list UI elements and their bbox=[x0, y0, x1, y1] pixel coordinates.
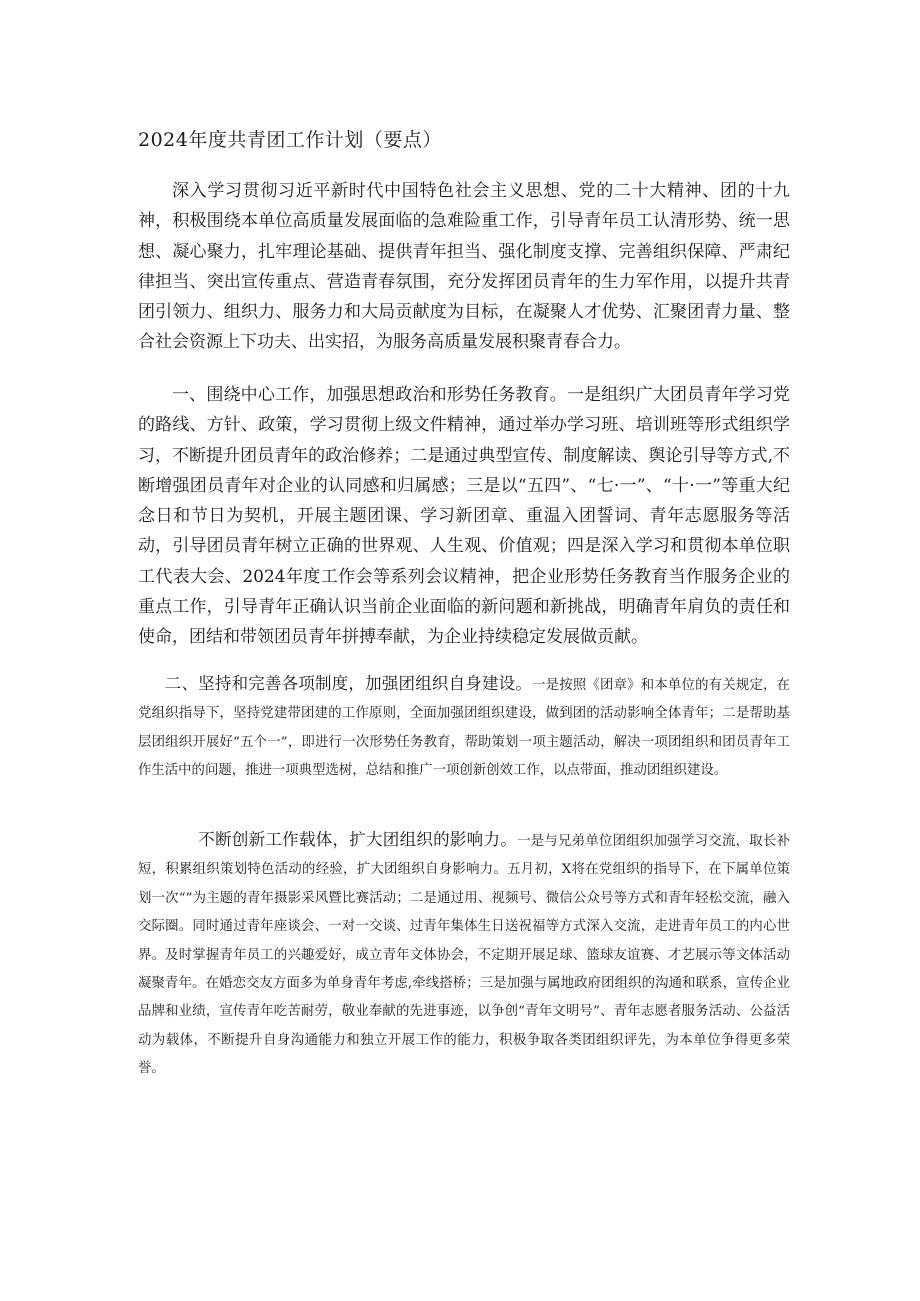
section-two-body: 一是按照《团章》和本单位的有关规定，在党组织指导下，坚持党建带团建的工作原则，全面加强团组织建设，做到团的活动影响全体青年；二是帮助基层团组织开展好“五个一”，即进行一次形势任务教育，帮助策划一项主题活动，解决一项团组织和团员青年工作生活中的问题，推进一项典型选树，总结和推广一项创新创效工作，以点带面，推动团组织建设。 bbox=[138, 678, 791, 779]
document-title: 2024年度共青团工作计划（要点） bbox=[138, 129, 442, 151]
paragraph-section-three bbox=[138, 826, 790, 1084]
paragraph-section-two bbox=[138, 670, 790, 786]
section-two-heading: 二、坚持和完善各项制度，加强团组织自身建设。 bbox=[164, 674, 533, 693]
section-three-body: 一是与兄弟单位团组织加强学习交流，取长补短，积累组织策划特色活动的经验，扩大团组织自身影响力。五月初，X将在党组织的指导下，在下属单位策划一次“”为主题的青年摄影采风暨比赛活动；二是通过用、视频号、微信公众号等方式和青年轻松交流，融入交际圈。同时通过青年座谈会、一对一交谈、过青年集体生日送祝福等方式深入交流，走进青年员工的内心世界。及时掌握青年员工的兴趣爱好，成立青年文体协会，不定期开展足球、篮球友谊赛、才艺展示等文体活动凝聚青年。在婚恋交友方面多为单身青年考虑,牵线搭桥；三是加强与属地政府团组织的沟通和联系，宣传企业品牌和业绩，宣传青年吃苦耐劳，敬业奉献的先进事迹，以争创“青年文明号”、青年志愿者服务活动、公益活动为载体，不断提升自身沟通能力和独立开展工作的能力，积极争取各类团组织评先，为本单位争得更多荣誉。 bbox=[138, 834, 791, 1077]
section-three-heading: 不断创新工作载体，扩大团组织的影响力。 bbox=[198, 830, 517, 849]
paragraph-section-one: 一、围绕中心工作，加强思想政治和形势任务教育。一是组织广大团员青年学习党的路线、方针、政策，学习贯彻上级文件精神，通过举办学习班、培训班等形式组织学习，不断提升团员青年的政治修养；二是通过典型宣传、制度解读、舆论引导等方式,不断增强团员青年对企业的认同感和归属感；三是以“五四”、“七·一”、“十·一”等重大纪念日和节日为契机，开展主题团课、学习新团章、重温入团誓词、青年志愿服务等活动，引导团员青年树立正确的世界观、人生观、价值观；四是深入学习和贯彻本单位职工代表大会、2024年度工作会等系列会议精神，把企业形势任务教育当作服务企业的重点工作，引导青年正确认识当前企业面临的新问题和新挑战，明确青年肩负的责任和使命，团结和带领团员青年拼搏奉献，为企业持续稳定发展做贡献。 bbox=[138, 385, 790, 648]
paragraph-intro: 深入学习贯彻习近平新时代中国特色社会主义思想、党的二十大精神、团的十九神，积极围绕本单位高质量发展面临的急难险重工作，引导青年员工认清形势、统一思想、凝心聚力，扎牢理论基础、提供青年担当、强化制度支撑、完善组织保障、严肃纪律担当、突出宣传重点、营造青春氛围，充分发挥团员青年的生力军作用，以提升共青团引领力、组织力、服务力和大局贡献度为目标，在凝聚人才优势、汇聚团青力量、整合社会资源上下功夫、出实招，为服务高质量发展积聚青春合力。 bbox=[138, 181, 790, 353]
